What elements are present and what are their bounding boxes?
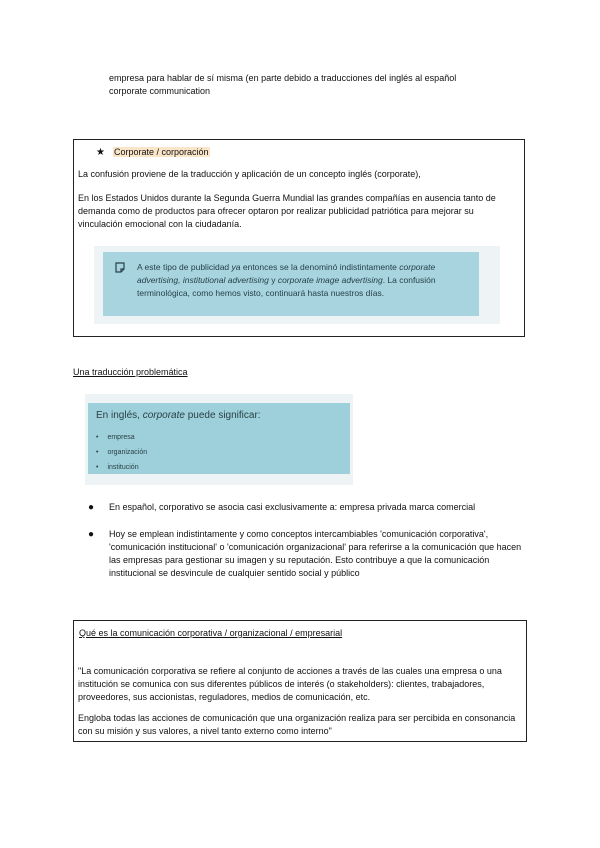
meaning-card <box>88 403 350 474</box>
section-title: Una traducción problemática <box>73 367 188 377</box>
corporate-heading <box>96 146 210 159</box>
card-title-pre: En inglés, <box>96 410 143 421</box>
note-icon <box>115 262 125 273</box>
intro-line-2: corporate communication <box>109 86 211 96</box>
callout-text-7: . La confusión terminológica, como hemos visto, continuará hasta nuestros días. <box>137 275 436 298</box>
list-item: • institución <box>96 460 147 475</box>
bullet-icon: ● <box>88 502 95 513</box>
confusion-paragraph: La confusión proviene de la traducción y aplicación de un concepto inglés (corporate), <box>78 169 421 179</box>
callout-text-6: corporate image advertising <box>277 275 383 285</box>
bullet-text: Hoy se emplean indistintamente y como conceptos intercambiables 'comunicación corporativa', 'comunicación institucional' o 'comunicación organizacional' para referirse a la comunicación que hacen las empresas para gestionar su imagen y su reputación. Esto contribuye a que la comunicación institucional se desvincule de cualquier sentido social y público <box>109 529 522 578</box>
meaning-list <box>96 430 147 475</box>
list-item: • empresa <box>96 430 147 445</box>
callout-frame <box>94 246 500 324</box>
callout-text-3: entonces se la denominó indistintamente <box>240 262 400 272</box>
definition-paragraph-1: "La comunicación corporativa se refiere al conjunto de acciones a través de las cuales una empresa o una institución se comunica con sus diferentes públicos de interés (o stakeholders): clientes, trabajadores, proveedores, sus accionistas, reguladores, medios de comunicación, etc. <box>78 666 502 702</box>
meaning-card-frame <box>85 394 353 485</box>
callout-text-5: y <box>268 275 278 285</box>
star-icon: ★ <box>96 147 105 158</box>
callout-text-2: ya <box>231 262 241 272</box>
card-title-post: puede significar: <box>184 410 261 421</box>
callout-text-1: A este tipo de publicidad <box>137 262 232 272</box>
intro-paragraph <box>109 72 549 98</box>
definition-paragraph-2: Engloba todas las acciones de comunicación que una organización realiza para ser percibida en consonancia con su misión y sus valores, a nivel tanto externo como interno" <box>78 713 516 736</box>
corporate-box <box>73 139 525 337</box>
callout-text-4: corporate advertising, institutional advertising <box>137 262 436 285</box>
advertising-callout <box>103 252 479 316</box>
bullet-text: En español, corporativo se asocia casi exclusivamente a: empresa privada marca comercial <box>109 502 476 512</box>
corporate-heading-text: Corporate / corporación <box>113 147 209 157</box>
intro-line-1: empresa para hablar de sí misma (en parte debido a traducciones del inglés al español <box>109 73 457 83</box>
definition-title: Qué es la comunicación corporativa / organizacional / empresarial <box>79 628 343 638</box>
definition-box <box>73 620 527 742</box>
wwii-paragraph: En los Estados Unidos durante la Segunda Guerra Mundial las grandes compañías en ausencia tanto de demanda como de productos para ofrecer optaron por realizar publicidad patriótica para mejorar su vinculación emocional con la ciudadanía. <box>78 193 496 229</box>
bullet-icon: ● <box>88 529 95 540</box>
card-title-em: corporate <box>142 410 185 421</box>
list-item: • organización <box>96 445 147 460</box>
meaning-card-title <box>96 409 261 422</box>
